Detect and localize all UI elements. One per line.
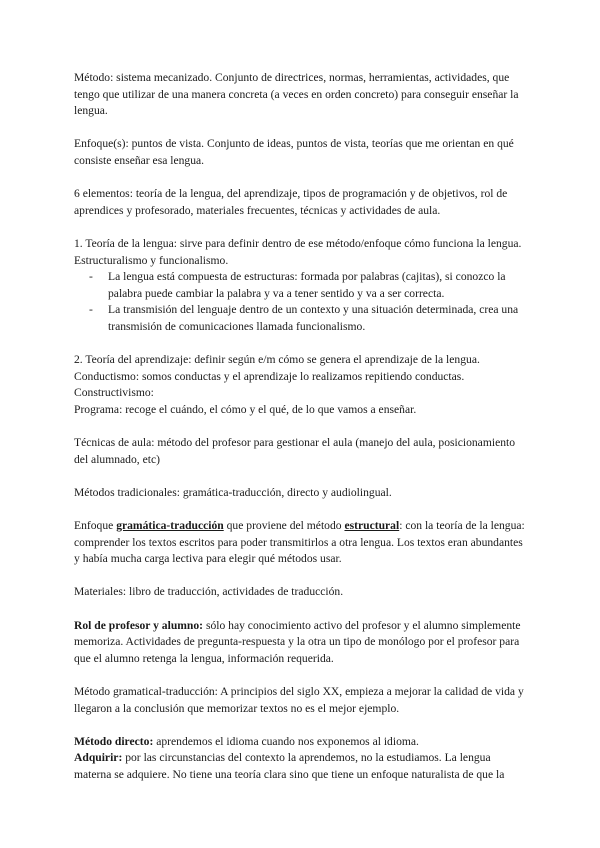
text-gramatica-traduccion: gramática-traducción (116, 519, 224, 533)
paragraph-materiales: Materiales: libro de traducción, actividades de traducción. (74, 585, 344, 599)
paragraph-teoria-aprendizaje (74, 352, 526, 418)
paragraph-tecnicas: Técnicas de aula: método del profesor para gestionar el aula (manejo del aula, posicionamiento del alumnado, etc) (74, 436, 516, 466)
paragraph-enfoque: Enfoque(s): puntos de vista. Conjunto de ideas, puntos de vista, teorías que me orientan en qué consiste enseñar esa lengua. (74, 137, 514, 167)
paragraph-metodo-directo (74, 734, 526, 784)
text-rol-body: sólo hay conocimiento activo del profesor y el alumno simplemente memoriza. Actividades de pregunta-respuesta y la otra un tipo de monólogo por el profesor para que el alumno retenga la lengua, información requerida. (74, 618, 521, 665)
bullet-item-funcionalismo: - La transmisión del lenguaje dentro de un contexto y una situación determinada, crea una transmisión de comunicaciones llamada funcionalismo. (108, 302, 526, 335)
paragraph-metodo: Método: sistema mecanizado. Conjunto de directrices, normas, herramientas, actividades, que tengo que utilizar de una manera concreta (a veces en orden concreto) para conseguir enseñar la lengua. (74, 71, 519, 118)
text-estructural: estructural (344, 519, 400, 533)
text-enfoque: Enfoque (74, 519, 117, 533)
text-rol-heading: Rol de profesor y alumno: (74, 618, 204, 632)
paragraph-metodos-tradicionales: Métodos tradicionales: gramática-traducción, directo y audiolingual. (74, 485, 392, 499)
line-adquirir (74, 750, 526, 783)
paragraph-enfoque-gramatica (74, 518, 526, 568)
text-teoria-lengua: : con la teoría de la lengua: comprender los textos escritos para poder transmitirlos a otra lengua. Los textos eran abundantes y había mucha carga lectiva para elegir qué métodos usar. (74, 519, 525, 566)
paragraph-metodo-gramatical: Método gramatical-traducción: A principios del siglo XX, empieza a mejorar la calidad de vida y llegaron a la conclusión que memorizar textos no es el mejor ejemplo. (74, 684, 524, 715)
document-body (74, 70, 526, 784)
line-conductismo: Conductismo: somos conductas y el aprendizaje lo realizamos repitiendo conductas. (74, 369, 465, 383)
line-metodo-directo (74, 734, 526, 751)
paragraph-elementos: 6 elementos: teoría de la lengua, del aprendizaje, tipos de programación y de objetivos, rol de aprendices y profesorado, materiales frecuentes, técnicas y actividades de aula. (74, 187, 508, 217)
text-proviene: que proviene del método (223, 519, 345, 533)
line-teoria-aprendizaje: 2. Teoría del aprendizaje: definir según e/m cómo se genera el aprendizaje de la lengua. (74, 353, 480, 367)
bullet-list (74, 269, 526, 335)
text-metodo-directo-heading: Método directo: (74, 734, 154, 748)
paragraph-rol (74, 618, 526, 668)
text-adquirir-body: por las circunstancias del contexto la aprendemos, no la estudiamos. La lengua materna se adquiere. No tiene una teoría clara sino que tiene un enfoque naturalista de que la (74, 751, 505, 781)
text-metodo-directo-body: aprendemos el idioma cuando nos exponemos al idioma. (153, 734, 419, 748)
text-adquirir-heading: Adquirir: (74, 751, 123, 765)
line-constructivismo: Constructivismo: (74, 386, 154, 400)
paragraph-teoria-lengua: 1. Teoría de la lengua: sirve para definir dentro de ese método/enfoque cómo funciona la lengua. Estructuralismo y funcionalismo. (74, 236, 522, 267)
bullet-item-estructuralismo: - La lengua está compuesta de estructuras: formada por palabras (cajitas), si conozco la palabra puede cambiar la palabra y va a tener sentido y va a ser correcta. (108, 269, 526, 302)
line-programa: Programa: recoge el cuándo, el cómo y el qué, de lo que vamos a enseñar. (74, 402, 417, 416)
